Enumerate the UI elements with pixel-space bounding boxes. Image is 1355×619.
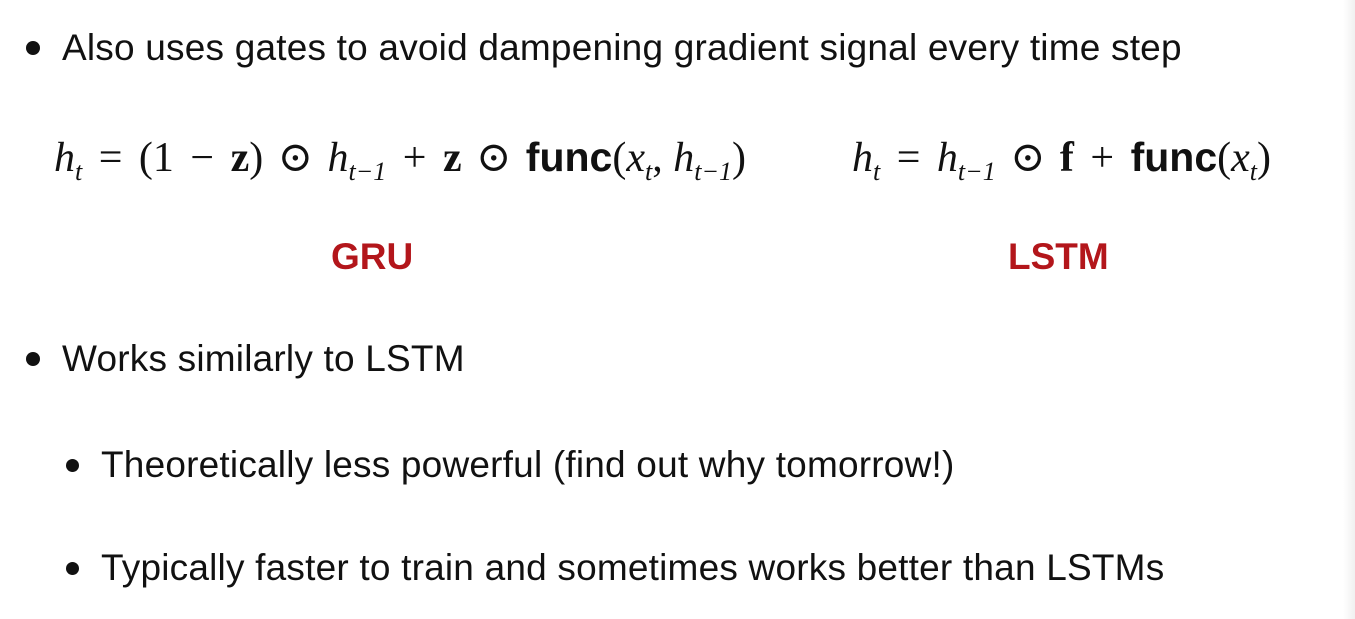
eq-op: = xyxy=(896,135,921,181)
eq-term: h xyxy=(327,135,349,181)
eq-term: , xyxy=(652,135,663,181)
eq-term: ) xyxy=(249,135,264,181)
eq-sub: t xyxy=(75,157,83,186)
eq-op: + xyxy=(402,135,427,181)
eq-op: ⊙ xyxy=(277,135,313,181)
eq-term: (1 xyxy=(138,135,174,181)
eq-op: + xyxy=(1090,135,1115,181)
eq-op: = xyxy=(98,135,123,181)
bullet-dot-icon xyxy=(26,352,40,366)
eq-sub: t xyxy=(645,157,653,186)
eq-sub: t−1 xyxy=(957,157,996,186)
eq-sub: t xyxy=(873,157,881,186)
gru-equation xyxy=(54,132,747,186)
bullet-2 xyxy=(26,335,465,383)
bullet-1-text: Also uses gates to avoid dampening gradient signal every time step xyxy=(62,27,1182,68)
bullet-1 xyxy=(26,24,1182,72)
eq-sub: t xyxy=(1249,157,1258,186)
eq-term: h xyxy=(673,135,695,181)
eq-sub: t−1 xyxy=(348,157,387,186)
eq-func: func xyxy=(525,134,613,180)
eq-term: h xyxy=(852,135,873,181)
eq-term: ) xyxy=(732,135,747,181)
eq-term: ) xyxy=(1257,135,1272,181)
eq-func: func xyxy=(1130,134,1218,180)
eq-term: ( xyxy=(612,135,627,181)
bullet-dot-icon xyxy=(26,41,40,55)
bullet-2-text: Works similarly to LSTM xyxy=(62,338,465,379)
eq-term: z xyxy=(442,135,462,181)
bullet-dot-icon xyxy=(66,562,79,575)
sub-bullet-1-text: Theoretically less powerful (find out why tomorrow!) xyxy=(101,444,955,485)
eq-term: x xyxy=(626,135,645,181)
eq-op: − xyxy=(190,135,215,181)
eq-op: ⊙ xyxy=(1010,135,1046,181)
eq-term: h xyxy=(54,135,75,181)
slide-edge-shadow xyxy=(1343,0,1355,619)
sub-bullet-1 xyxy=(66,441,955,489)
gru-label: GRU xyxy=(331,236,414,277)
eq-op: ⊙ xyxy=(476,135,512,181)
sub-bullet-2-text: Typically faster to train and sometimes works better than LSTMs xyxy=(101,547,1165,588)
eq-term: h xyxy=(936,135,958,181)
lstm-label: LSTM xyxy=(1008,236,1109,277)
eq-term: z xyxy=(230,135,250,181)
eq-term: x xyxy=(1231,135,1250,181)
bullet-dot-icon xyxy=(66,459,79,472)
eq-sub: t−1 xyxy=(694,157,733,186)
eq-term: f xyxy=(1059,135,1074,181)
eq-term: ( xyxy=(1217,135,1232,181)
sub-bullet-2 xyxy=(66,544,1164,592)
lstm-equation xyxy=(852,132,1272,186)
